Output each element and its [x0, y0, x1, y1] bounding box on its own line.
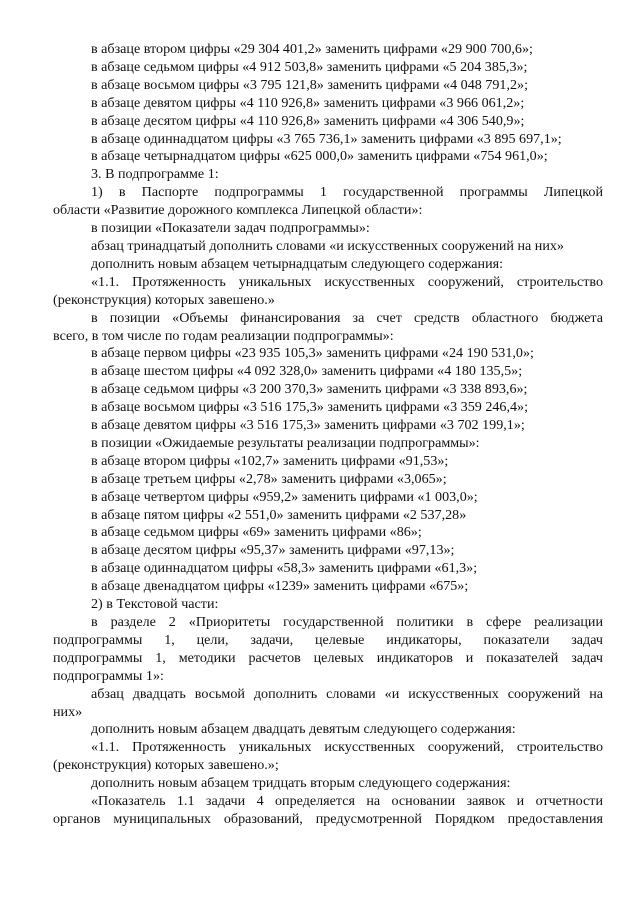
paragraph-line: абзац двадцать восьмой дополнить словами «и искусственных сооружений на: [91, 685, 603, 702]
paragraph-line: в позиции «Объемы финансирования за счет средств областного бюджета: [91, 309, 603, 326]
paragraph-line: в позиции «Ожидаемые результаты реализации подпрограммы»:: [91, 434, 480, 451]
paragraph-line: области «Развитие дорожного комплекса Липецкой области»:: [53, 202, 423, 219]
paragraph-line: в абзаце четырнадцатом цифры «625 000,0» заменить цифрами «754 961,0»;: [91, 148, 548, 165]
paragraph-line: подпрограммы 1»:: [53, 667, 164, 684]
paragraph-line: в абзаце втором цифры «102,7» заменить цифрами «91,53»;: [91, 452, 449, 469]
paragraph-line: в абзаце восьмом цифры «3 516 175,3» заменить цифрами «3 359 246,4»;: [91, 399, 528, 416]
paragraph-line: в абзаце восьмом цифры «3 795 121,8» заменить цифрами «4 048 791,2»;: [91, 76, 528, 93]
paragraph-line: подпрограммы 1, методики расчетов целевых индикаторов и показателей задач: [53, 649, 603, 666]
paragraph-line: в абзаце седьмом цифры «69» заменить цифрами «86»;: [91, 524, 422, 541]
paragraph-line: «1.1. Протяженность уникальных искусственных сооружений, строительство: [91, 273, 603, 290]
paragraph-line: в разделе 2 «Приоритеты государственной политики в сфере реализации: [91, 614, 603, 630]
paragraph-line: в абзаце одиннадцатом цифры «58,3» заменить цифрами «61,3»;: [91, 560, 478, 577]
paragraph-line: дополнить новым абзацем тридцать вторым следующего содержания:: [91, 775, 511, 792]
section-heading: 3. В подпрограмме 1:: [91, 166, 219, 183]
paragraph-line: подпрограммы 1, цели, задачи, целевые индикаторы, показатели задач: [53, 631, 603, 648]
paragraph-line: в абзаце втором цифры «29 304 401,2» заменить цифрами «29 900 700,6»;: [91, 41, 533, 57]
paragraph-line: в абзаце седьмом цифры «4 912 503,8» заменить цифрами «5 204 385,3»;: [91, 58, 528, 75]
paragraph-line: в абзаце двенадцатом цифры «1239» заменить цифрами «675»;: [91, 578, 469, 595]
section-heading: 2) в Текстовой части:: [91, 596, 219, 613]
paragraph-line: (реконструкция) которых завешено.»;: [53, 757, 279, 774]
paragraph-line: дополнить новым абзацем четырнадцатым следующего содержания:: [91, 255, 504, 272]
paragraph-line: них»: [53, 703, 83, 720]
paragraph-line: в абзаце десятом цифры «4 110 926,8» заменить цифрами «4 306 540,9»;: [91, 112, 525, 129]
paragraph-line: «1.1. Протяженность уникальных искусственных сооружений, строительство: [91, 739, 603, 756]
paragraph-line: 1) в Паспорте подпрограммы 1 государственной программы Липецкой: [91, 184, 603, 201]
paragraph-line: в абзаце четвертом цифры «959,2» заменить цифрами «1 003,0»;: [91, 488, 478, 505]
paragraph-line: всего, в том числе по годам реализации подпрограммы»:: [53, 327, 394, 344]
paragraph-line: «Показатель 1.1 задачи 4 определяется на основании заявок и отчетности: [91, 793, 603, 810]
paragraph-line: в абзаце седьмом цифры «3 200 370,3» заменить цифрами «3 338 893,6»;: [91, 381, 528, 398]
paragraph-line: в абзаце пятом цифры «2 551,0» заменить цифрами «2 537,28»: [91, 506, 467, 523]
paragraph-line: в абзаце десятом цифры «95,37» заменить цифрами «97,13»;: [91, 542, 455, 559]
paragraph-line: дополнить новым абзацем двадцать девятым следующего содержания:: [91, 721, 516, 738]
paragraph-line: в абзаце девятом цифры «3 516 175,3» заменить цифрами «3 702 199,1»;: [91, 417, 525, 434]
paragraph-line: (реконструкция) которых завешено.»: [53, 291, 275, 308]
paragraph-line: в абзаце шестом цифры «4 092 328,0» заменить цифрами «4 180 135,5»;: [91, 363, 523, 380]
paragraph-line: в абзаце третьем цифры «2,78» заменить цифрами «3,065»;: [91, 470, 447, 487]
paragraph-line: в абзаце одиннадцатом цифры «3 765 736,1» заменить цифрами «3 895 697,1»;: [91, 130, 562, 147]
paragraph-line: в абзаце первом цифры «23 935 105,3» заменить цифрами «24 190 531,0»;: [91, 345, 534, 362]
paragraph-line: в позиции «Показатели задач подпрограммы»:: [91, 220, 370, 237]
paragraph-line: абзац тринадцатый дополнить словами «и искусственных сооружений на них»: [91, 237, 564, 254]
paragraph-line: в абзаце девятом цифры «4 110 926,8» заменить цифрами «3 966 061,2»;: [91, 94, 525, 111]
document-body: [53, 41, 603, 829]
paragraph-line: органов муниципальных образований, предусмотренной Порядком предоставления: [53, 810, 603, 827]
